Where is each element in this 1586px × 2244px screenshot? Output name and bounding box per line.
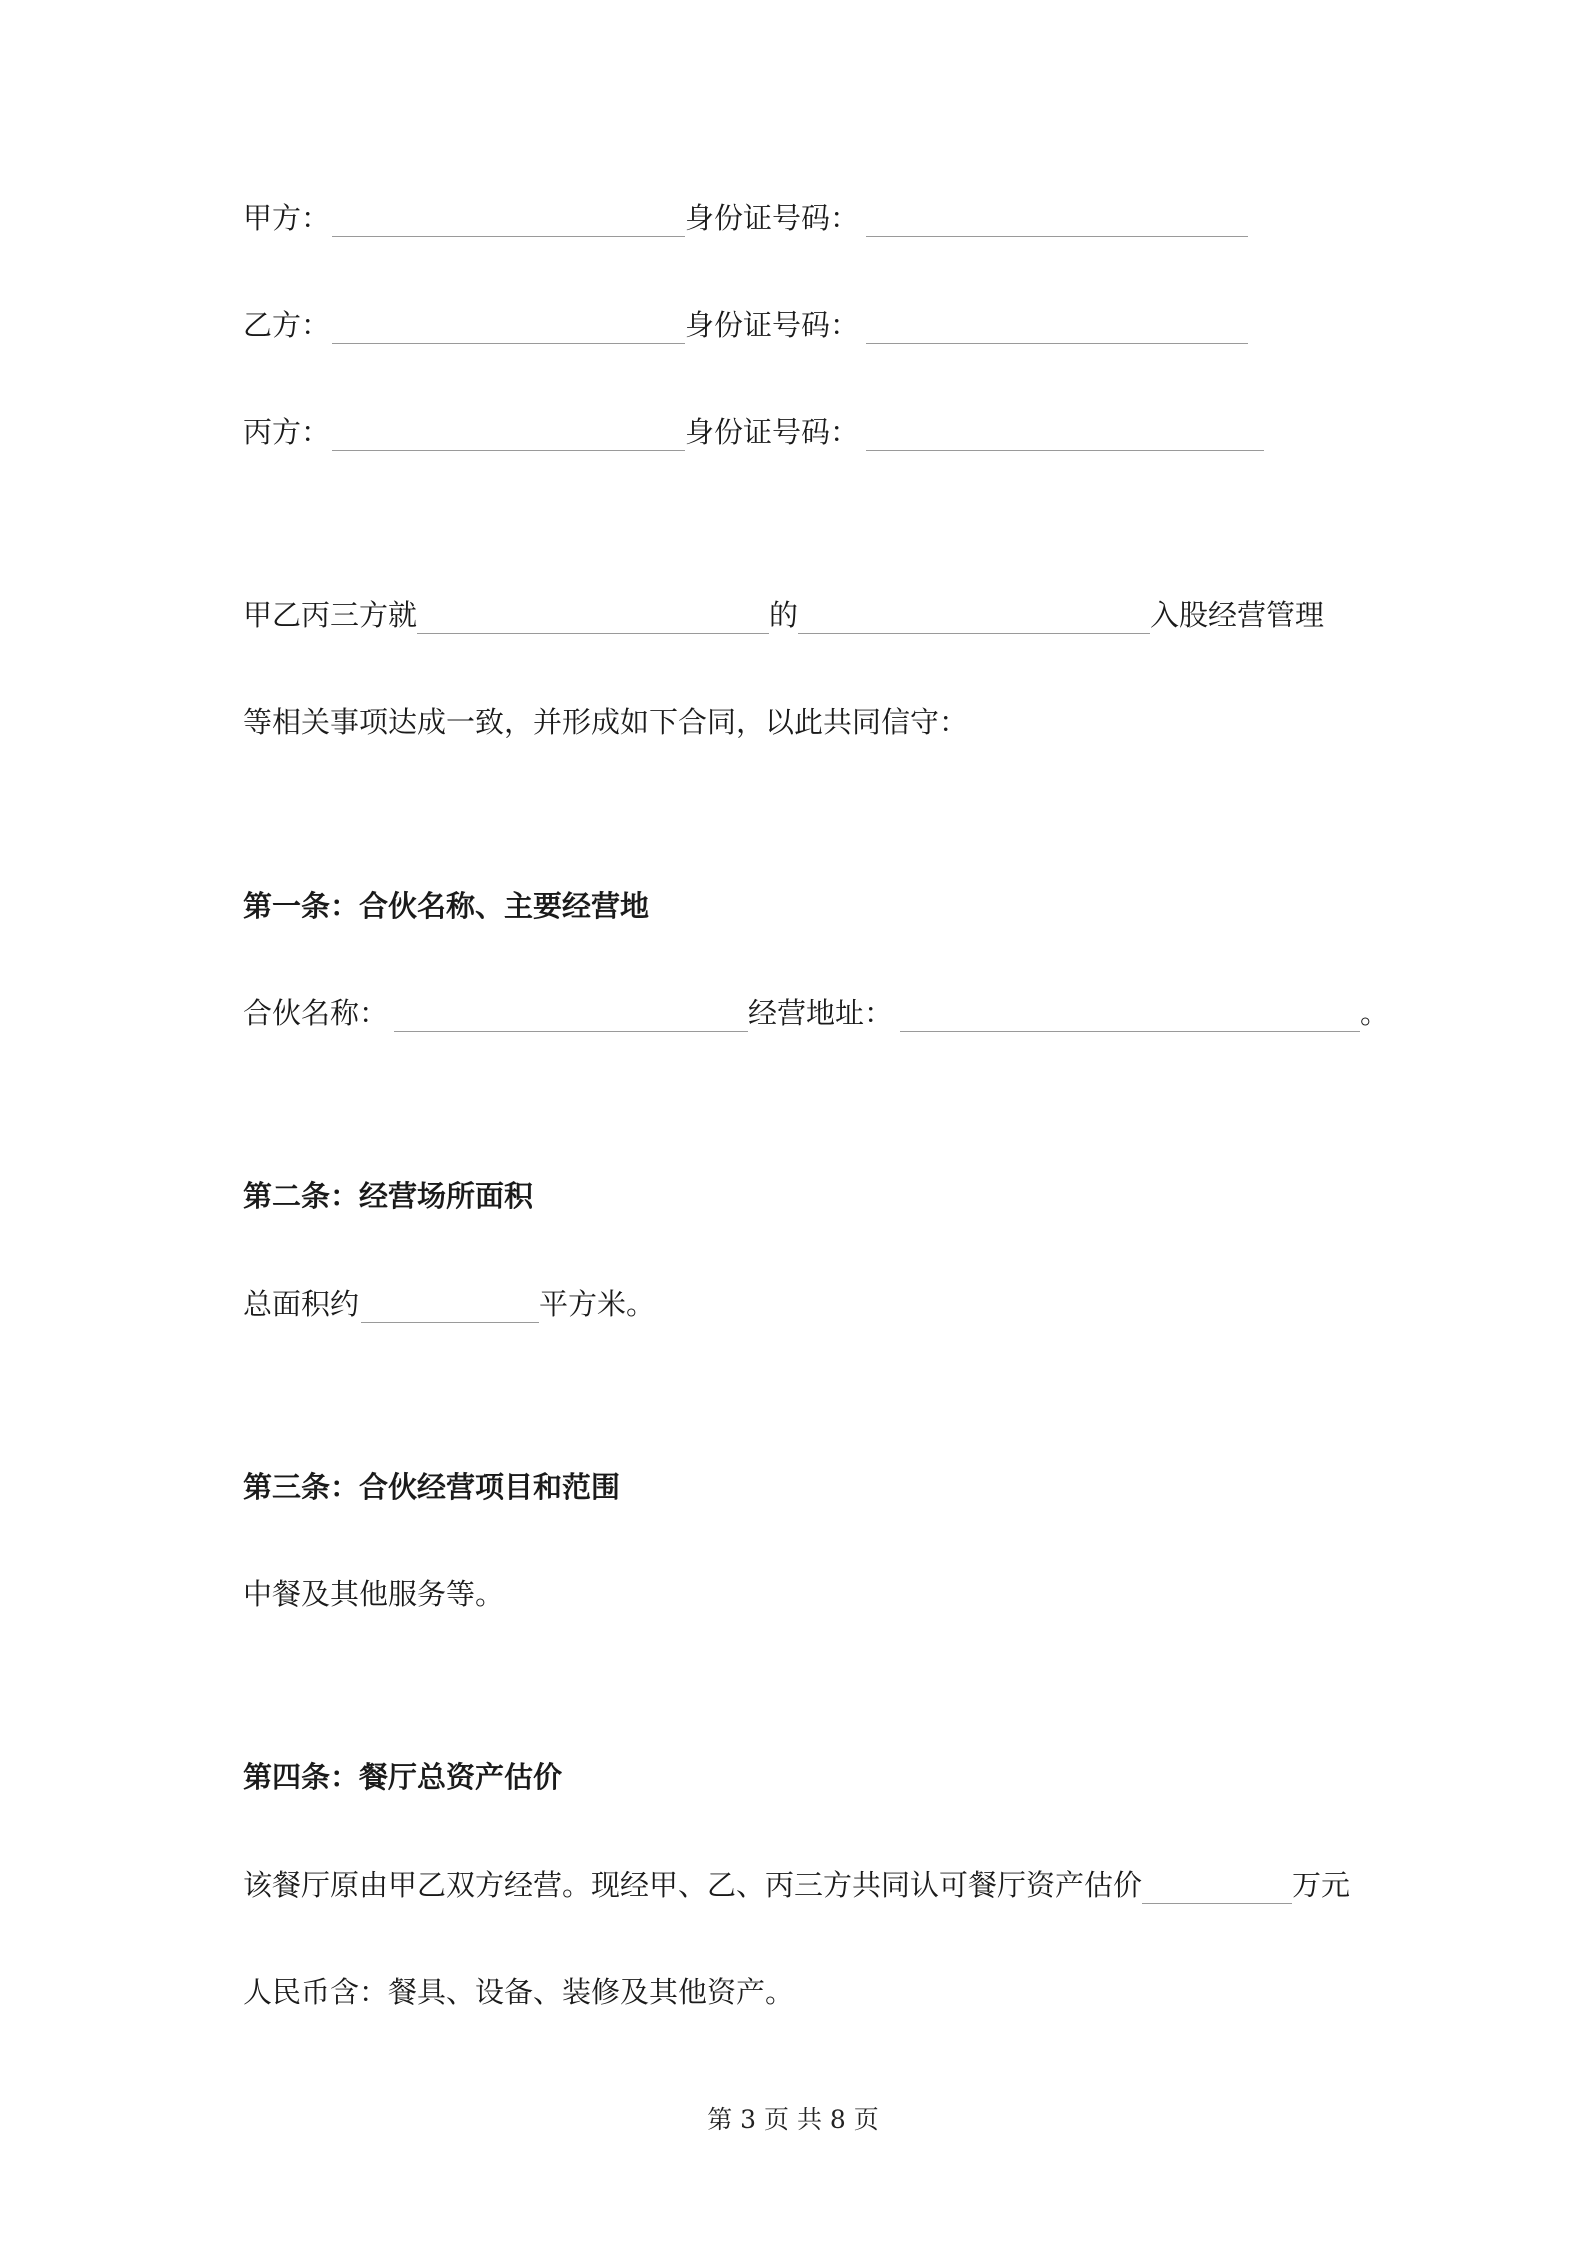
party-b-id-label: 身份证号码： <box>685 308 860 342</box>
party-c-label: 丙方： <box>243 415 331 449</box>
area-blank[interactable] <box>361 1288 539 1323</box>
party-a-row <box>243 193 1248 237</box>
business-address-label: 经营地址： <box>748 996 894 1030</box>
party-b-row <box>243 300 1248 344</box>
page-number-footer: 第 3 页 共 8 页 <box>707 2105 879 2134</box>
article-2-heading-text: 第二条：经营场所面积 <box>243 1179 534 1213</box>
party-b-label: 乙方： <box>243 308 331 342</box>
party-b-name-blank[interactable] <box>332 309 685 344</box>
intro-line-2 <box>243 697 968 741</box>
intro-object-blank[interactable] <box>798 599 1150 634</box>
article-4-heading <box>243 1752 562 1796</box>
article-2-body <box>243 1279 655 1323</box>
intro-text-4: 等相关事项达成一致，并形成如下合同，以此共同信守： <box>243 705 969 739</box>
party-a-id-label: 身份证号码： <box>685 201 860 235</box>
party-c-row <box>243 407 1264 451</box>
article-4-body-text-2: 人民币含：餐具、设备、装修及其他资产。 <box>243 1975 795 2009</box>
party-c-name-blank[interactable] <box>332 416 685 451</box>
party-a-id-blank[interactable] <box>866 202 1248 237</box>
article-1-end-mark: 。 <box>1360 996 1390 1030</box>
party-c-id-blank[interactable] <box>866 416 1264 451</box>
intro-text-2: 的 <box>769 598 799 632</box>
article-4-body-text-1: 该餐厅原由甲乙双方经营。现经甲、乙、丙三方共同认可餐厅资产估价 <box>243 1868 1143 1902</box>
article-4-unit: 万元 <box>1292 1868 1351 1902</box>
article-3-heading <box>243 1462 620 1506</box>
intro-text-3: 入股经营管理 <box>1150 598 1325 632</box>
business-address-blank[interactable] <box>900 997 1360 1032</box>
article-1-heading-text: 第一条：合伙名称、主要经营地 <box>243 889 650 923</box>
party-a-label: 甲方： <box>243 201 331 235</box>
party-b-id-blank[interactable] <box>866 309 1248 344</box>
intro-line-1 <box>243 590 1324 634</box>
article-2-heading <box>243 1171 533 1215</box>
article-1-body <box>243 988 1389 1032</box>
intro-text-1: 甲乙丙三方就 <box>243 598 418 632</box>
asset-value-blank[interactable] <box>1142 1869 1292 1904</box>
party-c-id-label: 身份证号码： <box>685 415 860 449</box>
article-4-body-line-1 <box>243 1860 1350 1904</box>
intro-subject-blank[interactable] <box>417 599 769 634</box>
article-4-heading-text: 第四条：餐厅总资产估价 <box>243 1760 563 1794</box>
partnership-name-blank[interactable] <box>394 997 748 1032</box>
partnership-name-label: 合伙名称： <box>243 996 389 1030</box>
area-prefix: 总面积约 <box>243 1287 360 1321</box>
article-3-heading-text: 第三条：合伙经营项目和范围 <box>243 1470 621 1504</box>
article-3-body-text: 中餐及其他服务等。 <box>243 1577 505 1611</box>
area-suffix: 平方米。 <box>539 1287 656 1321</box>
article-1-heading <box>243 881 649 925</box>
article-3-body <box>243 1569 504 1613</box>
article-4-body-line-2 <box>243 1967 794 2011</box>
party-a-name-blank[interactable] <box>332 202 685 237</box>
